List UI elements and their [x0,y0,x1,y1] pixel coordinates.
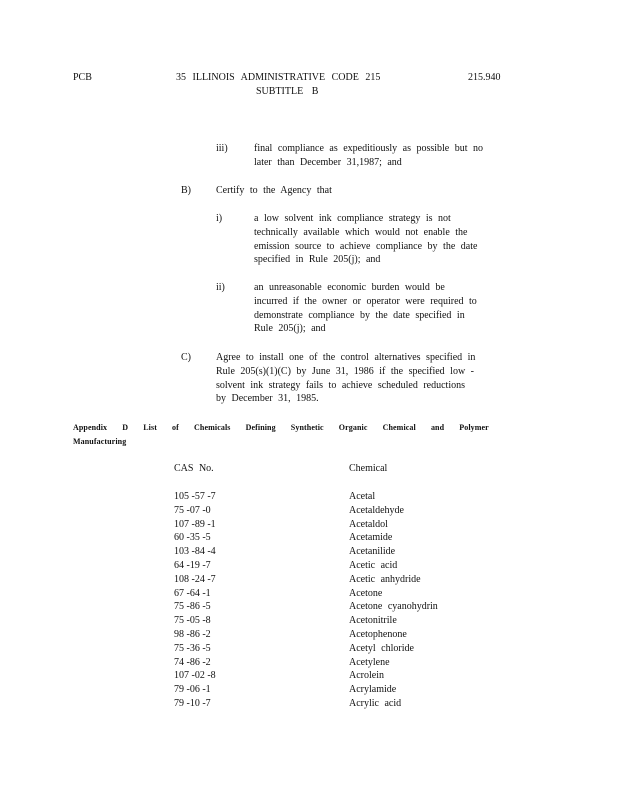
table-row: Acetanilide [349,546,396,558]
table-row: 108 -24 -7 [174,573,216,585]
table-row: 79 -10 -7 [174,697,211,709]
table-row: 98 -86 -2 [174,628,211,640]
table-row: Acrylic acid [349,697,402,709]
header-left: PCB [73,72,92,83]
item-iii-text: final compliance as expeditiously as possible but no later than December 31,1987; and [254,143,484,168]
header-subtitle: SUBTITLE B [256,86,319,97]
table-row: 103 -84 -4 [174,546,216,558]
column-header-chemical: Chemical [349,463,388,474]
item-iii-marker: iii) [216,143,228,154]
table-row: Acrylamide [349,684,397,696]
table-row: Acetal [349,491,376,502]
item-b-text: Certify to the Agency that [216,185,332,196]
column-header-cas: CAS No. [174,463,214,474]
table-row: 107 -02 -8 [174,670,216,682]
table-row: Acetonitrile [349,615,397,627]
table-row: Acetophenone [349,628,407,640]
appendix-heading: Appendix D List of Chemicals Defining Synthetic Organic Chemical and Polymer Manufacturing [73,423,489,446]
table-row: Acetone [349,587,383,599]
header-section-number: 215.940 [468,72,501,83]
table-row: 60 -35 -5 [174,532,211,544]
table-row: Acetic acid [349,559,398,571]
item-c-marker: C) [181,352,191,363]
table-row: 74 -86 -2 [174,656,211,668]
header-title: 35 ILLINOIS ADMINISTRATIVE CODE 215 [176,72,381,83]
table-row: Acetaldol [349,518,388,530]
table-row: 79 -06 -1 [174,684,211,696]
table-row: 75 -86 -5 [174,601,211,613]
table-row: Acetaldehyde [349,504,404,516]
table-row: Acetyl chloride [349,642,414,654]
item-b-ii-text: an unreasonable economic burden would be incurred if the owner or operator were required to demonstrate compliance by the date specified in Rule 205(j); and [254,282,477,335]
table-row: Acetamide [349,532,393,544]
table-row: 75 -07 -0 [174,504,211,516]
table-row: 75 -05 -8 [174,615,211,627]
item-b-i-marker: i) [216,213,223,224]
table-row: Acetone cyanohydrin [349,601,438,613]
table-row: 107 -89 -1 [174,518,216,530]
table-row: 67 -64 -1 [174,587,211,599]
item-b-ii-marker: ii) [216,282,225,293]
table-row: Acetic anhydride [349,573,421,585]
table-row: Acetylene [349,656,390,668]
item-b-marker: B) [181,185,191,196]
table-row: 75 -36 -5 [174,642,211,654]
cas-column [174,490,216,711]
item-b-i-text: a low solvent ink compliance strategy is not technically available which would not enable the emission source to achieve compliance by the date specified in Rule 205(j); and [254,213,478,266]
table-row: 105 -57 -7 [174,491,216,502]
table-row: Acrolein [349,670,384,682]
item-c-text: Agree to install one of the control alternatives specified in Rule 205(s)(1)(C) by June 31, 1986 if the specified low - solvent ink strategy fails to achieve scheduled reductions by December 31, 1985. [216,352,476,405]
table-row: 64 -19 -7 [174,559,211,571]
chemical-column [349,490,438,711]
